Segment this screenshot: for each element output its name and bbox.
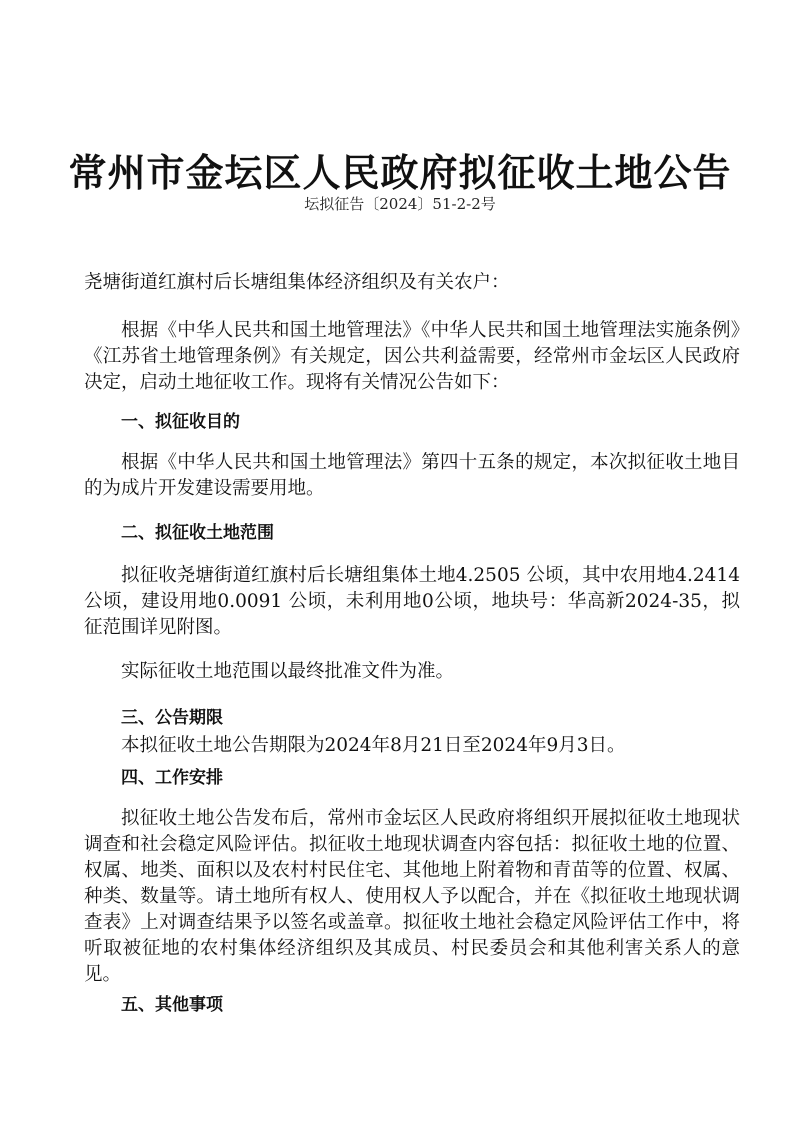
section-heading-period: 三、公告期限 (121, 708, 223, 728)
section-paragraph: 实际征收土地范围以最终批准文件为准。 (121, 661, 455, 682)
section-heading-scope: 二、拟征收土地范围 (121, 523, 274, 543)
section-heading-arrangement: 四、工作安排 (121, 768, 223, 788)
section-heading-purpose: 一、拟征收目的 (121, 412, 240, 432)
section-paragraph: 拟征收土地公告发布后，常州市金坛区人民政府将组织开展拟征收土地现状调查和社会稳定风险评估。拟征收土地现状调查内容包括：拟征收土地的位置、权属、地类、面积以及农村村民住宅、其他地上附着物和青苗等的位置、权属、种类、数量等。请土地所有权人、使用权人予以配合，并在《拟征收土地现状调查表》上对调查结果予以签名或盖章。拟征收土地社会稳定风险评估工作中，将听取被征地的农村集体经济组织及其成员、村民委员会和其他利害关系人的意见。 (84, 808, 740, 985)
addressee: 尧塘街道红旗村后长塘组集体经济组织及有关农户： (84, 272, 510, 293)
intro-paragraph: 根据《中华人民共和国土地管理法》《中华人民共和国土地管理法实施条例》《江苏省土地管理条例》有关规定，因公共利益需要，经常州市金坛区人民政府决定，启动土地征收工作。现将有关情况公告如下： (84, 320, 740, 393)
section-paragraph: 本拟征收土地公告期限为2024年8月21日至2024年9月3日。 (121, 735, 626, 756)
section-paragraph: 根据《中华人民共和国土地管理法》第四十五条的规定，本次拟征收土地目的为成片开发建设需要用地。 (84, 452, 740, 499)
document-title: 常州市金坛区人民政府拟征收土地公告 (68, 151, 732, 195)
section-paragraph: 拟征收尧塘街道红旗村后长塘组集体土地4.2505 公顷，其中农用地4.2414 公顷，建设用地0.0091 公顷，未利用地0公顷，地块号：华高新2024-35，拟征范围详见附图。 (84, 565, 740, 638)
section-heading-other: 五、其他事项 (121, 995, 223, 1015)
document-number: 坛拟征告〔2024〕51-2-2号 (304, 195, 496, 213)
